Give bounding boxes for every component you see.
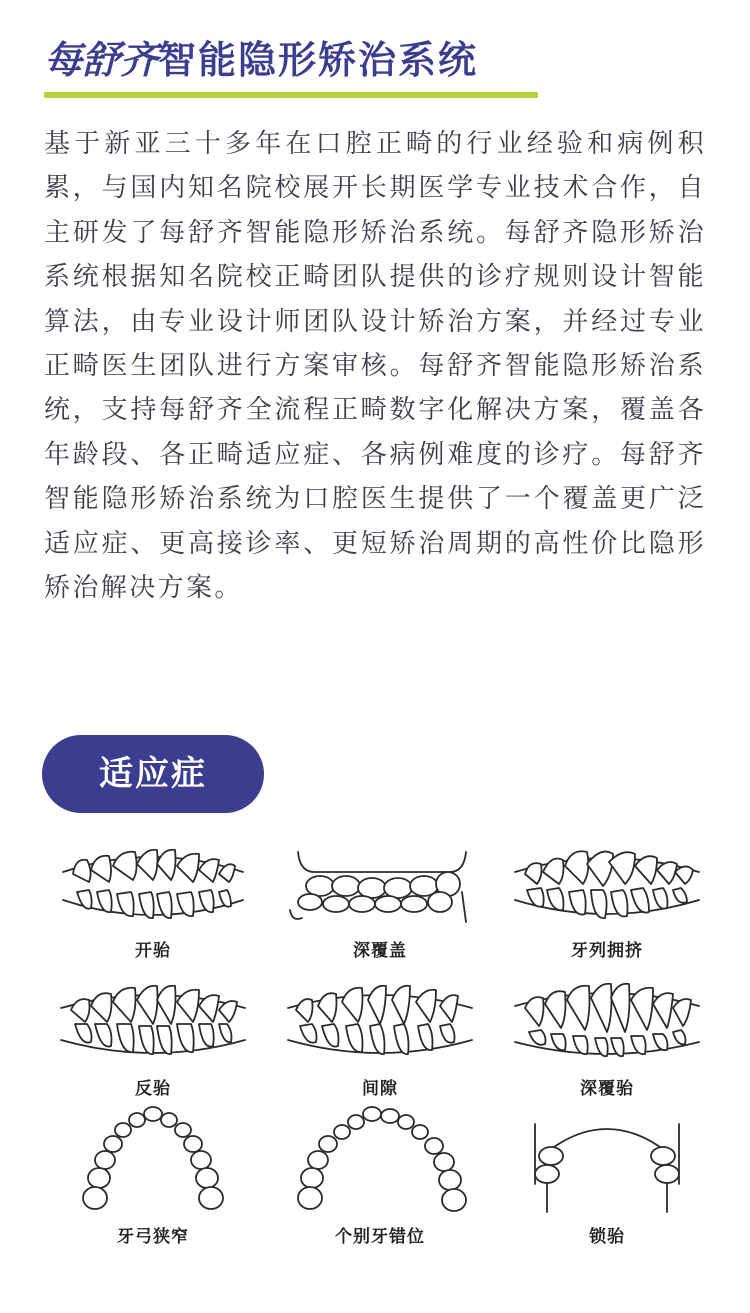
indication-label: 反骀 [135,1079,171,1099]
deep-overbite-teeth-icon [507,980,707,1068]
indication-label: 牙弓狭窄 [117,1227,189,1247]
indication-label: 间隙 [362,1079,398,1099]
section-label-pill: 适应症 [42,735,264,813]
indications-grid [40,842,720,1252]
scissor-bite-icon [507,1104,707,1216]
crowding-teeth-icon [507,842,707,930]
indication-crowding [494,842,720,961]
indication-crossbite [40,980,266,1099]
page-title [44,34,478,86]
indication-label: 开骀 [135,941,171,961]
indication-narrow-arch [40,1104,266,1247]
crossbite-teeth-icon [53,980,253,1068]
title-underline [44,92,538,98]
open-bite-teeth-icon [53,842,253,930]
spacing-teeth-icon [280,980,480,1068]
indication-label: 深覆骀 [580,1079,634,1099]
intro-paragraph: 基于新亚三十多年在口腔正畸的行业经验和病例积累，与国内知名院校展开长期医学专业技术合作，自主研发了每舒齐智能隐形矫治系统。每舒齐隐形矫治系统根据知名院校正畸团队提供的诊疗规则设计智能算法，由专业设计师团队设计矫治方案，并经过专业正畸医生团队进行方案审核。每舒齐智能隐形矫治系统，支持每舒齐全流程正畸数字化解决方案，覆盖各年龄段、各正畸适应症、各病例难度的诊疗。每舒齐智能隐形矫治系统为口腔医生提供了一个覆盖更广泛适应症、更高接诊率、更短矫治周期的高性价比隐形矫治解决方案。 [44,129,706,604]
indication-tooth-malposition [267,1104,493,1247]
indication-open-bite [40,842,266,961]
deep-overjet-teeth-icon [280,842,480,930]
indication-scissor-bite [494,1104,720,1247]
indication-deep-overbite [494,980,720,1099]
title-text: 智能隐形矫治系统 [158,38,479,82]
narrow-arch-icon [53,1104,253,1216]
indication-label: 个别牙错位 [335,1227,425,1247]
indication-label: 锁骀 [589,1227,625,1247]
indication-deep-overjet [267,842,493,961]
indication-spacing [267,980,493,1099]
indication-label: 牙列拥挤 [571,941,643,961]
tooth-malposition-arch-icon [280,1104,480,1216]
brand-name: 每舒齐 [44,38,159,82]
indication-label: 深覆盖 [353,941,407,961]
